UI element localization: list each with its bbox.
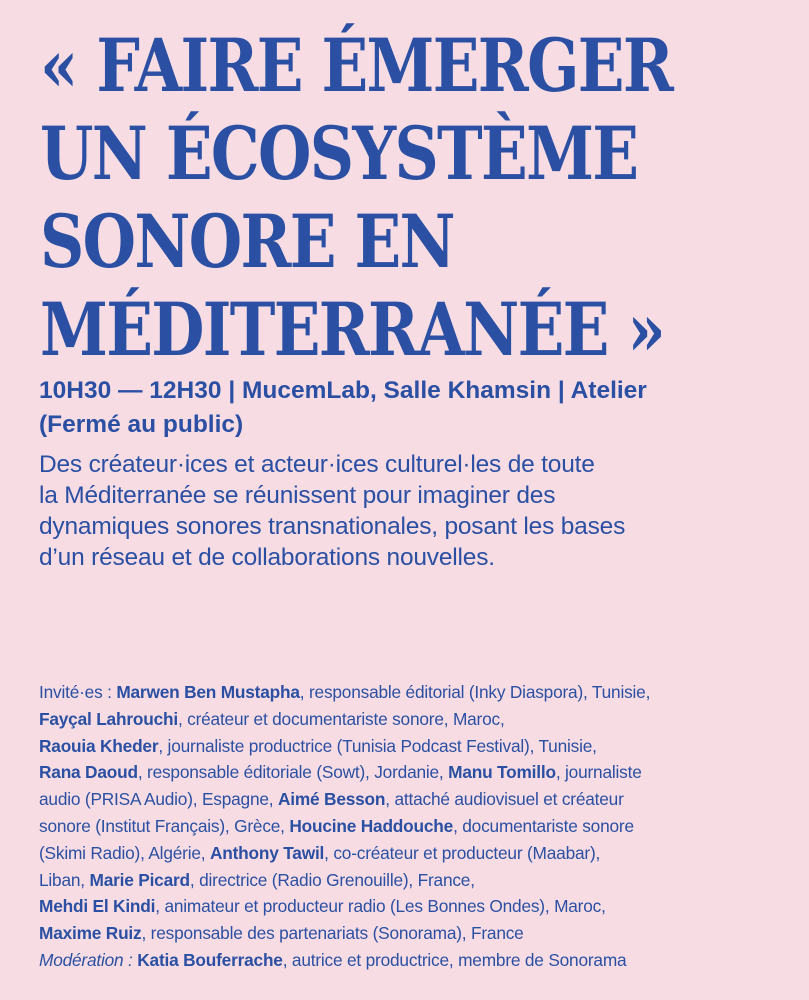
guest-details: , responsable éditoriale (Sowt), Jordanie, bbox=[137, 762, 449, 783]
description-line: Des créateur·ices et acteur·ices culturel·les de toute bbox=[39, 451, 595, 478]
guest-name: Aimé Besson bbox=[277, 789, 386, 810]
event-title bbox=[40, 22, 678, 374]
guests-intro: Invité·es : bbox=[39, 682, 117, 702]
event-access: (Fermé au public) bbox=[39, 411, 244, 438]
guest-details: , attaché audiovisuel et créateur bbox=[385, 789, 624, 810]
guest-line bbox=[39, 840, 809, 867]
guest-name: Fayçal Lahrouchi bbox=[39, 708, 178, 729]
title-line: « FAIRE ÉMERGER bbox=[40, 23, 673, 109]
guest-details: , journaliste bbox=[555, 762, 642, 783]
guest-name: Anthony Tawil bbox=[209, 842, 325, 863]
guest-line bbox=[39, 759, 809, 786]
guest-details: , documentariste sonore bbox=[453, 815, 634, 836]
guest-details: (Skimi Radio), Algérie, bbox=[39, 842, 210, 863]
guest-name: Rana Daoud bbox=[39, 762, 138, 783]
guest-details: , animateur et producteur radio (Les Bonnes Ondes), Maroc, bbox=[155, 896, 606, 917]
guest-line bbox=[39, 813, 809, 840]
guest-details: , responsable des partenariats (Sonorama), France bbox=[141, 923, 524, 944]
description-line: d’un réseau et de collaborations nouvelles. bbox=[39, 544, 495, 571]
guest-line bbox=[39, 733, 809, 760]
moderation-label: Modération : bbox=[39, 949, 138, 970]
title-line: SONORE EN bbox=[40, 199, 454, 285]
guest-line bbox=[39, 679, 809, 706]
guest-details: , directrice (Radio Grenouille), France, bbox=[189, 869, 475, 890]
guest-details: audio (PRISA Audio), Espagne, bbox=[39, 789, 278, 810]
moderator-details: , autrice et productrice, membre de Sonorama bbox=[282, 949, 627, 970]
title-line: MÉDITERRANÉE » bbox=[40, 287, 665, 373]
guest-name: Mehdi El Kindi bbox=[39, 896, 156, 917]
event-info bbox=[39, 374, 799, 442]
guest-details: , responsable éditorial (Inky Diaspora), Tunisie, bbox=[299, 682, 651, 702]
guest-name: Marie Picard bbox=[89, 869, 190, 890]
event-schedule: 10H30 — 12H30 | MucemLab, Salle Khamsin | Atelier bbox=[39, 377, 647, 404]
moderation-line bbox=[39, 947, 809, 974]
moderator-name: Katia Bouferrache bbox=[137, 949, 283, 970]
description-line: la Méditerranée se réunissent pour imaginer des bbox=[39, 482, 556, 509]
guest-name: Manu Tomillo bbox=[448, 762, 556, 783]
guest-details: , co-créateur et producteur (Maabar), bbox=[324, 842, 601, 863]
guest-line bbox=[39, 706, 809, 733]
guest-details: , journaliste productrice (Tunisia Podcast Festival), Tunisie, bbox=[158, 735, 597, 756]
event-description bbox=[39, 449, 809, 573]
title-line: UN ÉCOSYSTÈME bbox=[40, 111, 638, 197]
guest-line bbox=[39, 786, 809, 813]
guest-line bbox=[39, 867, 809, 894]
guest-line bbox=[39, 893, 809, 920]
guest-details: , créateur et documentariste sonore, Maroc, bbox=[177, 708, 505, 729]
guest-name: Raouia Kheder bbox=[39, 735, 159, 756]
guest-details: Liban, bbox=[39, 869, 90, 890]
guest-name: Houcine Haddouche bbox=[289, 815, 454, 836]
guest-name: Marwen Ben Mustapha bbox=[116, 682, 300, 702]
guest-name: Maxime Ruiz bbox=[39, 923, 142, 944]
guest-list bbox=[39, 679, 809, 974]
guest-line bbox=[39, 920, 809, 947]
description-line: dynamiques sonores transnationales, posant les bases bbox=[39, 513, 626, 540]
guest-details: sonore (Institut Français), Grèce, bbox=[39, 815, 290, 836]
